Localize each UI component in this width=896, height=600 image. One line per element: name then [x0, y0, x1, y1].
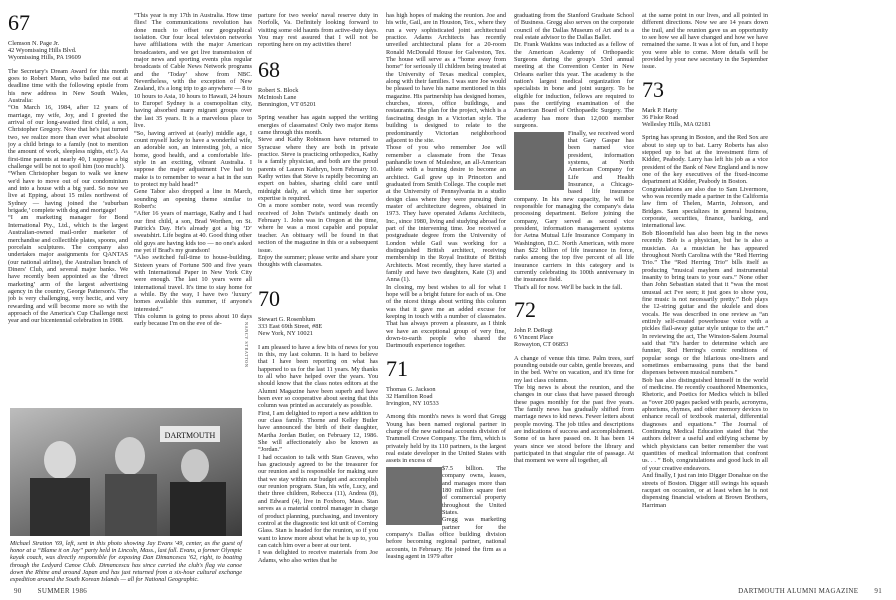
paragraph: That's all for now. We'll be back in the fall. — [514, 283, 623, 291]
paragraph: parture for two weeks' naval reserve duty in Norfolk, Va. Definitely looking forward to visiting some old haunts from active-duty days. You may rest assured that I will not be reporting here on my activities there! — [258, 12, 378, 49]
photo-caption: Michael Stratton '69, left, sent in this photo showing Jay Evans '49, center, as the guest of honor at a “Blame it on Jay” party held in Lincoln, Mass., last fall. Evans, a former Olympic kayak coach, was directly responsible for exposing Dan Dimancescu '62, right, to boating through the Ledyard Canoe Club. Dimancescu has since carried the club's flag via canoe down the Rhine and around Japan and has just returned from a six-hour cultural exchange expedition around the South Korean Islands — all for National Geographic. — [10, 540, 242, 584]
group-photo — [10, 408, 242, 536]
address-line: 42 Wyomissing Hills Blvd. — [8, 47, 77, 55]
paragraph: Bob Bloomfield has also been big in the news recently. Bob is a physician, but he is also a musician. As a musician he has appeared throughout North Carolina with the “Red Herring Trio.” The “Red Herring Trio” bills itself as producing “musical mayhem and instrumental insanity to bring tears to your ears.” None other than John Sebastian stated that it “was the most unusual act I've seen; it just goes to show you, fine music is not necessarily pretty.” Bob plays the 12-string guitar and the ukulele and does vocals. He was described in one review as “an entirely self-created powerhouse voice with a pickles flail-away guitar style unique to the art.” In reviewing the act, The Winston-Salem Journal said that “it's harder to determine which are funnier, Red Herring's comic renditions of popular songs or the hilarious one-liners and sometimes embarrassing puns that the band dispenses between musical numbers.” — [642, 229, 768, 377]
address-line: Wyomissing Hills, PA 19609 — [8, 54, 81, 62]
paragraph: “Also switched full-time to house-building. Sixteen years of Fortune 500 and five years with International Paper in New York City were enough. The last 10 years were all international travel. It's time to stay home for a while. By the way, I have two ‘luxury’ homes available this summer, if anyone's interested.” — [134, 254, 252, 313]
class-number-72: 72 — [514, 297, 536, 323]
footer-left — [14, 587, 87, 595]
paragraph: graduating from the Stanford Graduate School of Business. Gregg also serves on the corporate council of the Dallas Museum of Art and is a real estate advisor to the Dallas Ballet. — [514, 12, 634, 42]
person-left-head — [44, 441, 76, 479]
person-left-body — [30, 478, 90, 536]
paragraph: The big news is about the reunion, and the changes in our class that have passed through these pages monthly for the past five years. The family news has gradually shifted from marriage news to kid news. Fewer letters about people moving. The job titles and descriptions are indications of success and accomplishment. Some of us have passed on. It has been 14 years since we stood before the library and participated in that singular rite of passage. At that moment we were all together, all — [514, 384, 634, 465]
class-secretary-address — [258, 316, 378, 338]
paragraph: And finally, I just ran into Digger Donahue on the streets of Boston. Digger still swings his squash racquet on occasion, or at least when he is not dispensing financial wisdom at Brown Brothers, Harriman — [642, 472, 768, 509]
banner-text: DARTMOUTH — [164, 431, 216, 440]
paragraph: On a more somber note, word was recently received of John Twist's untimely death on February 1. John was in Oregon at the time, where he was a most capable and popular teacher. An obituary will be found in that section of the magazine in this or a subsequent issue. — [258, 202, 378, 254]
address-line: Rowayton, CT 06853 — [514, 341, 569, 349]
paragraph: Bob has also distinguished himself in the world of medicine. He recently coauthored Mnemonics, Rhetoric, and Poetics for Medics which is billed as “over 200 pages packed with pearls, acronyms, aphorisms, rhymes, and other memory devices to enhance recall of textbook material, differential diagnoses and equations.” The Journal of Continuing Medical Education stated that “the authors deliver a useful and edifying scheme by which physicians can better remember the vast quantities of medical information that confront us. . . ” Bob, congratulations and good luck in all of your creative endeavors. — [642, 376, 768, 472]
person-right-body — [170, 482, 226, 536]
paragraph: In closing, my best wishes to all for what I hope will be a bright future for each of us. One of the nicest things about writing this column was that it gave me an added excuse for keeping in touch with a number of classmates. That has always proven a pleasure, as I think we have an exceptional group of very fine, down-to-earth people who shared the Dartmouth experience together. — [386, 283, 506, 350]
photo-illustration — [10, 408, 242, 536]
paragraph: “When Christopher began to walk we knew we'd have to move out of our condominium and into a house with a big yard. So now we live at Epping, about 15 miles northwest of Sydney — having joined the ‘suburban brigade,’ complete with dog and mortgage! — [8, 170, 128, 215]
column-3 — [258, 12, 378, 282]
column-1 — [8, 12, 128, 407]
paragraph: Spring weather has again sapped the writing energies of classmates! Only two major items came through this month. — [258, 114, 378, 137]
address-line: 333 East 69th Street, #8E — [258, 323, 323, 331]
issue-label: SUMMER 1986 — [37, 587, 88, 595]
class-number-71: 71 — [386, 355, 408, 381]
paragraph: “After 16 years of marriage, Kathy and I had our first child, a son, Brad Worthen, on St. Patrick's Day. He's already got a big ‘D’ sweatshirt. Life begins at 40. Good thing other old guys are having kids too — no one's asked me yet if Brad's my grandson! — [134, 210, 252, 254]
paragraph: This column is going to press about 10 days early because I'm on the eve of de- — [134, 313, 252, 328]
paragraph: $7.5 billion. The company owns, leases, and manages more than 180 million square feet of commercial property throughout the United States. — [442, 464, 506, 516]
column-6 — [514, 12, 634, 584]
class-number-70: 70 — [258, 288, 280, 311]
column-7 — [642, 12, 768, 584]
portrait-gary-gaspar — [514, 132, 564, 190]
person-right-head — [181, 449, 209, 483]
paragraph: I had occasion to talk with Stan Graves, who has graciously agreed to be the treasurer for our reunion and is responsible for making sure that we stay within our budget and accomplish our reunion program. Stan, his wife, Lucy, and their three children, Rebecca (11), Andrea (8), and Edward (4), live in Foxboro, Mass. Stan serves as a material control manager in charge of product planning, purchasing, and inventory control at the diagnostic test kit unit of Corning Glass. Stan is headed for the reunion, so if you want to know more about what he is up to, you can catch him over a beer at our tent. — [258, 453, 378, 549]
paragraph: at the same point in our lives, and all pointed in different directions. Now we are 14 years down the trail, and the reunion gave us an opportunity to see how we all have changed and how we have remained the same. It was a lot of fun, and I hope you were able to come. More details will be provided by your new secretary in the September issue. — [642, 12, 768, 71]
column-5 — [386, 12, 506, 584]
paragraph: Among this month's news is word that Gregg Young has been named regional partner in charge of the new national accounts division of Trammell Crowe Company. The firm, which is privately held by its 110 partners, is the largest real estate developer in the United States with assets in excess of — [386, 413, 506, 465]
paragraph: Dr. Frank Watkins was inducted as a fellow of the American Academy of Orthopaedic Surgeons during the group's 53rd annual meeting at the Convention Center in New Orleans earlier this year. The academy is the nation's largest medical organization for specialists in bone and joint surgery. To be eligible for induction, fellows are required to pass the certifying examination of the American Board of Orthopaedic Surgery. The academy has more than 12,000 member surgeons. — [514, 41, 634, 130]
paragraph: The Secretary's Dream Award for this month goes to Robert Mann, who bailed me out at deadline time with the following epistle from his new address in New South Wales, Australia: — [8, 67, 128, 104]
paragraph: I was delighted to receive materials from Joe Adams, who also writes that he — [258, 549, 378, 564]
address-line: Wellesley Hills, MA 02181 — [642, 121, 711, 129]
address-line: Thomas G. Jackson — [386, 385, 436, 393]
class-secretary-address — [642, 107, 768, 129]
address-line: 36 Fiske Road — [642, 113, 679, 121]
address-line: Stewart G. Rosenblum — [258, 316, 316, 323]
paragraph: Congratulations are also due to Sam Livermore, who was recently made a partner in the California law firm of Thelen, Marrin, Johnson, and Bridges. Sam specializes in general business, corporate, securities, finance, banking, and international law. — [642, 185, 768, 230]
paragraph: Those of you who remember Joe will remember a classmate from the Texas panhandle town of Muleshoe, an all-American athlete with a burning desire to become an architect. Gail grew up in Princeton and graduated from Smith College. The couple met at the University of Pennsylvania in a studio design class where they were pursuing their master of architecture degrees, obtained in 1973. They have operated Adams Architects, Inc., since 1980, living and studying abroad for part of the intervening time. Joe received a postgraduate degree from the University of London while Gail was working for a distinguished British architect, receiving membership in the Royal Institute of British Architects. Most recently, they have started a family and have two daughters, Kate (3) and Anna (1). — [386, 144, 506, 284]
paragraph: First, I am delighted to report a new addition to our class family. Thorne and Kelley Butler have announced the birth of their daughter, Martha Jordan Butler, on February 12, 1986. She will affectionately also be known as “Jordan.” — [258, 409, 378, 454]
paragraph: Gene Tabor also dropped a line in March, sounding an opening theme similar to Robert's: — [134, 188, 252, 210]
address-line: Robert S. Block — [258, 86, 299, 94]
address-line: 6 Vincent Place — [514, 334, 554, 342]
paragraph: has high hopes of making the reunion. Joe and his wife, Gail, are in Houston, Tex., where they run a very sophisticated joint architectural practice. Adams Architects has recently unveiled architectural plans for a 20-room Ronald McDonald House for Galveston, Tex. The house will serve as a “home away from home” for seriously ill children being treated at the University of Texas medical complex, along with their families. I was sure Joe would be pleased to have his name mentioned in this magazine. His partnership has designed homes, churches, stores, office buildings, and restaurants. The plan for the project, which is a fascinating design in a Victorian style. The building is designed to relate to the predominantly Victorian neighborhood adjacent to the site. — [386, 12, 506, 144]
page-number-right: 91 — [874, 587, 882, 595]
photo-credit: NANCY STRATTON — [244, 322, 249, 368]
class-secretary-address — [8, 40, 128, 62]
paragraph: “I am marketing manager for Bond International Pty., Ltd., which is the largest Australian-owned mail-order marketer of merchandise and collectible plates, spoons, and porcelain sculptures. The company also undertakes major assignments for QANTAS (our national airline), the Australian branch of Diners' Club, and several major banks. We have recently been appointed as the ‘direct marketing’ arm of the largest advertising agency in the country, George Patterson's. The job is very challenging, very hectic, and very rewarding and will become more so with the approach of the America's Cup Challenge next year and our bicentennial celebration in 1988. — [8, 214, 128, 325]
paragraph: Steve and Kathy Robinson have returned to Syracuse where they are both in private practice. Steve is practicing orthopedics, Kathy is a family physician, and both are the proud parents of Lauren Kathryn, born February 10. Kathy writes that Steve is rapidly becoming an expert on babies, sharing child care until midnight daily, at which time her superior expertise is required. — [258, 136, 378, 203]
paragraph: “On March 16, 1984, after 12 years of marriage, my wife, Joy, and I greeted the arrival of our long-awaited first child, a son, Christopher Gregory. Now that he's just turned two, we realize more than ever what absolute joy a child brings to a family (not to mention the amount of work, sleepless nights, etc!). As first-time parents at nearly 40, I suppose a big challenge will be not to spoil him (too much!). — [8, 104, 128, 171]
paragraph: “So, having arrived at (early) middle age, I count myself lucky to have a wonderful wife, an adorable son, an interesting job, a nice home, good health, and a comfortable life-style in an exciting, vibrant Australia. I suppose the major adjustment I've had to make is to remember to wear a hat in the sun to protect my bald head!” — [134, 129, 252, 188]
person-center-body — [105, 474, 157, 536]
paragraph: Finally, we received word that Gary Gaspar has been named vice president, information systems, at North American Company for Life and Health Insurance, a Chicago-based life insurance company. In his new capacity, he will be responsible for managing the company's data processing department. Before joining the company, Gary served as second vice president, information management systems for Aetna Mutual Life Insurance Company in Washington, D.C. North American, with more than $22 billion of life insurance in force, ranks among the top five percent of all life insurance carriers in this category and is currently celebrating its 100th anniversary in the insurance field. — [514, 129, 634, 284]
class-number-68: 68 — [258, 56, 280, 82]
class-number-73: 73 — [642, 76, 664, 102]
column-4 — [258, 288, 378, 580]
portrait-gregg-young — [386, 467, 442, 525]
address-line: Irvington, NY 10533 — [386, 400, 439, 408]
address-line: 32 Hamilton Road — [386, 393, 433, 401]
paragraph: Gregg was marketing partner for the company's Dallas office building division before becoming regional partner, national accounts, in February. He joined the firm as a leasing agent in 1979 after — [386, 516, 506, 560]
address-line: John P. DeRegt — [514, 327, 553, 335]
class-secretary-address — [514, 327, 634, 349]
page-number-left: 90 — [14, 587, 22, 595]
footer-right — [738, 587, 882, 595]
address-line: Bennington, VT 05201 — [258, 101, 317, 109]
class-number-67: 67 — [8, 12, 30, 35]
paragraph: Enjoy the summer; please write and share your thoughts with classmates. — [258, 253, 378, 269]
address-line: Mark P. Harty — [642, 106, 678, 114]
address-line: Clemson N. Page Jr. — [8, 40, 60, 47]
paragraph: “This year is my 17th in Australia. How time flies! The communications revolution has done much to offset our geographical isolation. Our four local television networks have affiliations with the major American broadcasters, and we get live transmission of major news and sporting events plus regular broadcasts of Cable News Network programs and the ‘Today’ show from NBC. Nevertheless, with the exception of New Zealand, it's a long trip to go anywhere — 8 to 10 hours to Asia, 10 hours to Hawaii, 24 hours to Europe! Sydney is a cosmopolitan city, having absorbed many migrant groups over the last 35 years. It is a marvelous place to live. — [134, 12, 252, 130]
magazine-name: DARTMOUTH ALUMNI MAGAZINE — [738, 587, 859, 595]
address-line: McIntosh Lane — [258, 93, 297, 101]
paragraph: A change of venue this time. Palm trees, surf pounding outside our cabin, gentle breezes, and in the bed. We're on vacation, and it's time for my last class column. — [514, 354, 634, 384]
class-secretary-address — [258, 87, 378, 109]
column-2 — [134, 12, 252, 407]
class-secretary-address — [386, 386, 506, 408]
paragraph: Spring has sprung in Boston, and the Red Sox are about to step up to bat. Larry Roberts has also stepped up to bat at the investment firm of Kidder, Peabody. Larry has left his job as a vice president of the Bank of New England and is now one of the key executives of the fixed-income department at Kidder, Peabody in Boston. — [642, 134, 768, 186]
address-line: New York, NY 10021 — [258, 330, 313, 338]
person-center-head — [115, 437, 145, 475]
paragraph: I am pleased to have a few bits of news for you in this, my last column. It is hard to believe that I have been reporting on what has happened to us for the last 11 years. My thanks to all who have helped over the years. You should know that the class notes editors at the Alumni Magazine have been superb and have been ever so cooperative about seeing that this column was printed as accurately as possible. — [258, 343, 378, 410]
